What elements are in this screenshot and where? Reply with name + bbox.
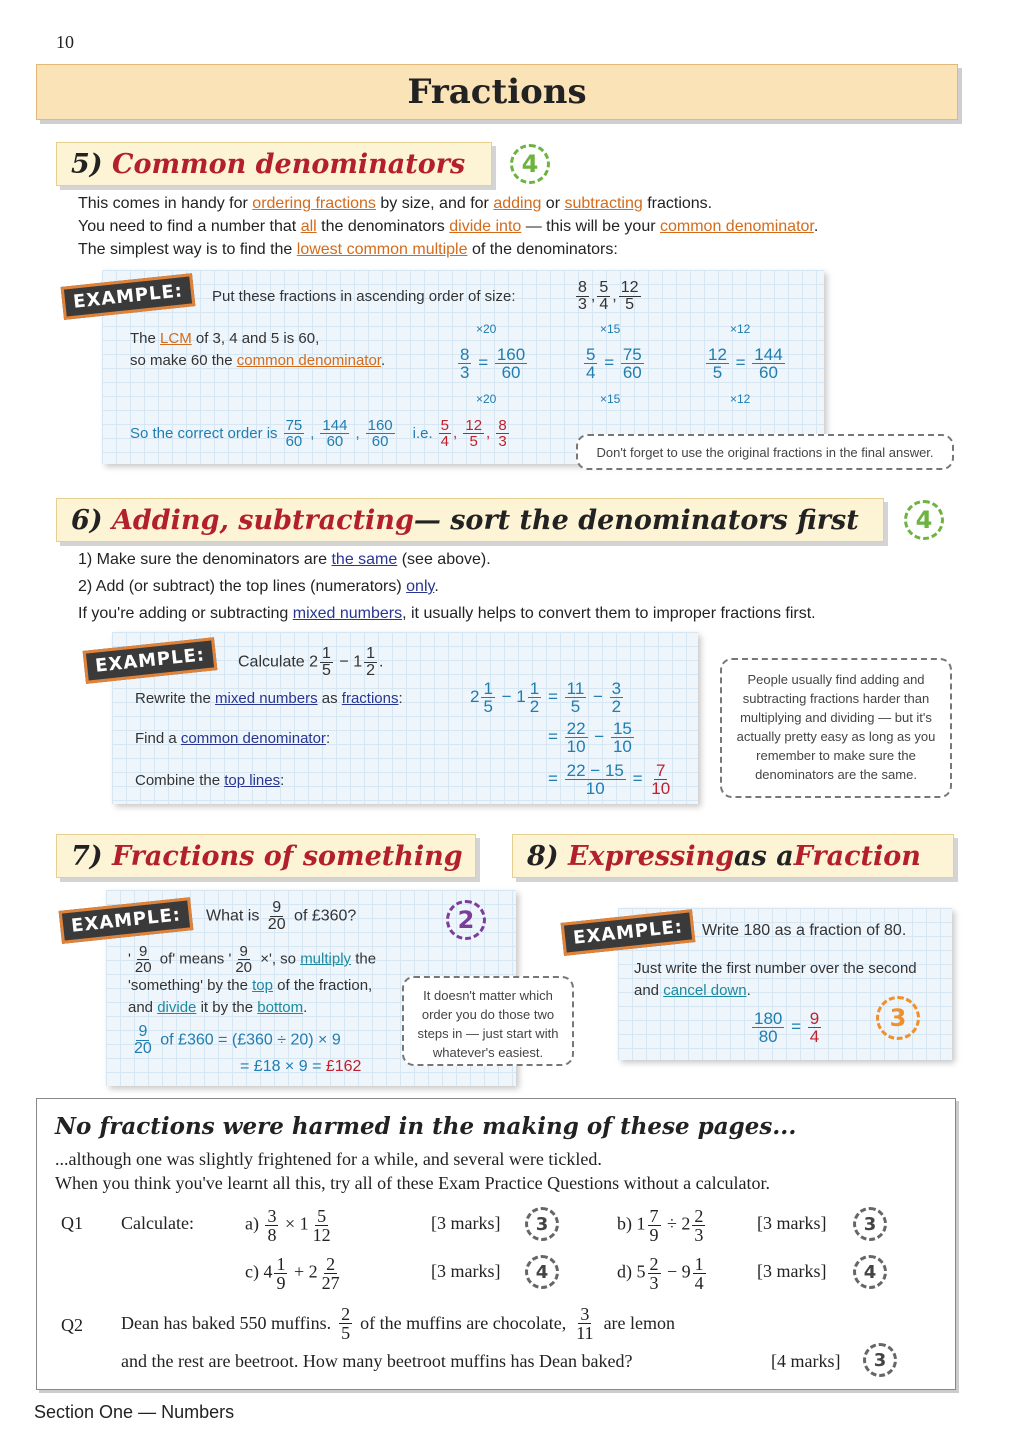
grade-badge-icon: 3 <box>853 1207 887 1241</box>
step-common-denominator: Find a common denominator: <box>135 730 331 747</box>
section-6-steps: 1) Make sure the denominators are the same (see above). 2) Add (or subtract) the top lines (numerators) only. If you're adding or subtracting mixed numbers, it usually helps to convert them to improper fractions first. <box>78 551 816 622</box>
section-7-explanation: ' $\frac{9}{20}$ of' means ' $\frac{9}{20}$ ×', so multiply the 'something' by the top of the fraction, and divide it by the bottom. <box>128 943 377 1016</box>
example-label: EXAMPLE: <box>61 273 196 320</box>
marks-label: [3 marks] <box>757 1261 827 1281</box>
page-title: Fractions <box>407 72 587 112</box>
marks-label: [3 marks] <box>431 1261 501 1281</box>
multiplier-label: ×20 <box>476 322 497 336</box>
grade-badge-icon: 3 <box>876 996 920 1040</box>
multiplier-label: ×12 <box>730 322 751 336</box>
q1-part-b: b) 1 $\frac{7}{9}$ ÷ 2 $\frac{2}{3}$ <box>617 1206 704 1245</box>
section-5-heading <box>56 142 492 186</box>
section-6-heading: 6) Adding, subtracting — sort the denominators first <box>56 498 884 542</box>
grade-badge-icon: 4 <box>510 144 550 184</box>
multiplier-label: ×15 <box>600 322 621 336</box>
grade-badge-icon: 4 <box>904 500 944 540</box>
section-7-note: It doesn't matter which order you do those two steps in — just start with whatever's easiest. <box>402 976 574 1066</box>
grade-badge-icon: 3 <box>863 1343 897 1377</box>
example-label: EXAMPLE: <box>83 637 218 684</box>
section-8-prompt: Write 180 as a fraction of 80. <box>702 922 907 939</box>
section-5-intro: This comes in handy for ordering fractions by size, and for adding or subtracting fractions. You need to find a number that all the denominators divide into — this will be your common denominator. The simplest way is to find the lowest common multiple of the denominators: <box>78 195 819 258</box>
conversion-12-5: $\frac{12}{5}$ = $\frac{144}{60}$ <box>708 345 783 382</box>
practice-line2: When you think you've learnt all this, try all of these Exam Practice Questions without a calculator. <box>55 1173 771 1193</box>
section-5-note: Don't forget to use the original fractions in the final answer. <box>576 434 954 470</box>
multiplier-label: ×20 <box>476 392 497 406</box>
section-7-calc-line2: = £18 × 9 = £162 <box>240 1058 362 1075</box>
correct-order: So the correct order is $\frac{75}{60}$ , $\frac{144}{60}$ , $\frac{160}{60}$ i.e. $\frac{5}{4}$ , $\frac{12}{5}$ , $\frac{8}{3}$ <box>130 417 507 450</box>
marks-label: [4 marks] <box>771 1351 841 1371</box>
exam-practice-box <box>36 1098 956 1390</box>
example-label: EXAMPLE: <box>59 897 194 944</box>
example-label: EXAMPLE: <box>561 909 696 956</box>
section-8-explanation: Just write the first number over the second and cancel down. <box>634 960 917 999</box>
what-is-prompt: What is $\frac{9}{20}$ of £360? <box>206 899 357 933</box>
section-8-heading: 8) Expressing as a Fraction <box>512 834 954 878</box>
page-title-bar <box>36 64 958 120</box>
calculate-prompt: Calculate 2 $\frac{1}{5}$ − 1 $\frac{1}{2}$ . <box>238 645 384 679</box>
calculate-label: Calculate: <box>121 1213 194 1233</box>
grade-badge-icon: 4 <box>853 1255 887 1289</box>
marks-label: [3 marks] <box>431 1213 501 1233</box>
example-prompt: Put these fractions in ascending order of size: <box>212 288 516 305</box>
section-7-heading: 7) Fractions of something <box>56 834 476 878</box>
question-2-line1: Dean has baked 550 muffins. $\frac{2}{5}$ of the muffins are chocolate, $\frac{3}{11}$ are lemon <box>121 1304 676 1343</box>
multiplier-label: ×12 <box>730 392 751 406</box>
section-5-title: Common denominators <box>111 148 466 180</box>
step-combine: Combine the top lines: <box>135 772 285 789</box>
q1-part-c: c) 4 $\frac{1}{9}$ + 2 $\frac{2}{27}$ <box>245 1254 340 1293</box>
section-6-note: People usually find adding and subtracting fractions harder than multiplying and dividing — but it's actually pretty easy as long as you remember to make sure the denominators are the same. <box>720 658 952 798</box>
practice-line1: ...although one was slightly frightened for a while, and several were tickled. <box>55 1149 602 1169</box>
lcm-explanation: The LCM of 3, 4 and 5 is 60, so make 60 the common denominator. <box>130 330 386 369</box>
section-5-number: 5) <box>71 148 103 180</box>
grade-badge-icon: 3 <box>525 1207 559 1241</box>
common-denominator-result: = $\frac{22}{10}$ − $\frac{15}{10}$ <box>548 719 632 756</box>
section-footer: Section One — Numbers <box>34 1402 235 1422</box>
q1-part-d: d) 5 $\frac{2}{3}$ − 9 $\frac{1}{4}$ <box>617 1254 704 1293</box>
practice-heading: No fractions were harmed in the making of these pages... <box>55 1113 797 1140</box>
question-2-line2: and the rest are beetroot. How many beetroot muffins has Dean baked? <box>121 1351 633 1371</box>
combine-result: = $\frac{22 - 15}{10}$ = $\frac{7}{10}$ <box>548 761 671 798</box>
grade-badge-icon: 2 <box>446 900 486 940</box>
conversion-8-3: $\frac{8}{3}$ = $\frac{160}{60}$ <box>460 345 526 382</box>
section-7-calc-line1: $\frac{9}{20}$ of £360 = (£360 ÷ 20) × 9 <box>134 1023 341 1057</box>
question-1-label: Q1 <box>61 1213 83 1233</box>
step-rewrite: Rewrite the mixed numbers as fractions: <box>135 690 403 707</box>
section-8-result: $\frac{180}{80}$ = $\frac{9}{4}$ <box>754 1009 820 1046</box>
marks-label: [3 marks] <box>757 1213 827 1233</box>
conversion-5-4: $\frac{5}{4}$ = $\frac{75}{60}$ <box>586 345 642 382</box>
question-2-label: Q2 <box>61 1315 83 1335</box>
rewrite-result: 2 $\frac{1}{5}$ − 1 $\frac{1}{2}$ = $\frac{11}{5}$ − $\frac{3}{2}$ <box>470 679 622 716</box>
q1-part-a: a) $\frac{3}{8}$ × 1 $\frac{5}{12}$ <box>245 1206 331 1245</box>
grade-badge-icon: 4 <box>525 1255 559 1289</box>
example-fractions: $\frac{8}{3}$ , $\frac{5}{4}$ , $\frac{12}{5}$ <box>578 279 639 313</box>
page-number: 10 <box>56 32 74 52</box>
multiplier-label: ×15 <box>600 392 621 406</box>
